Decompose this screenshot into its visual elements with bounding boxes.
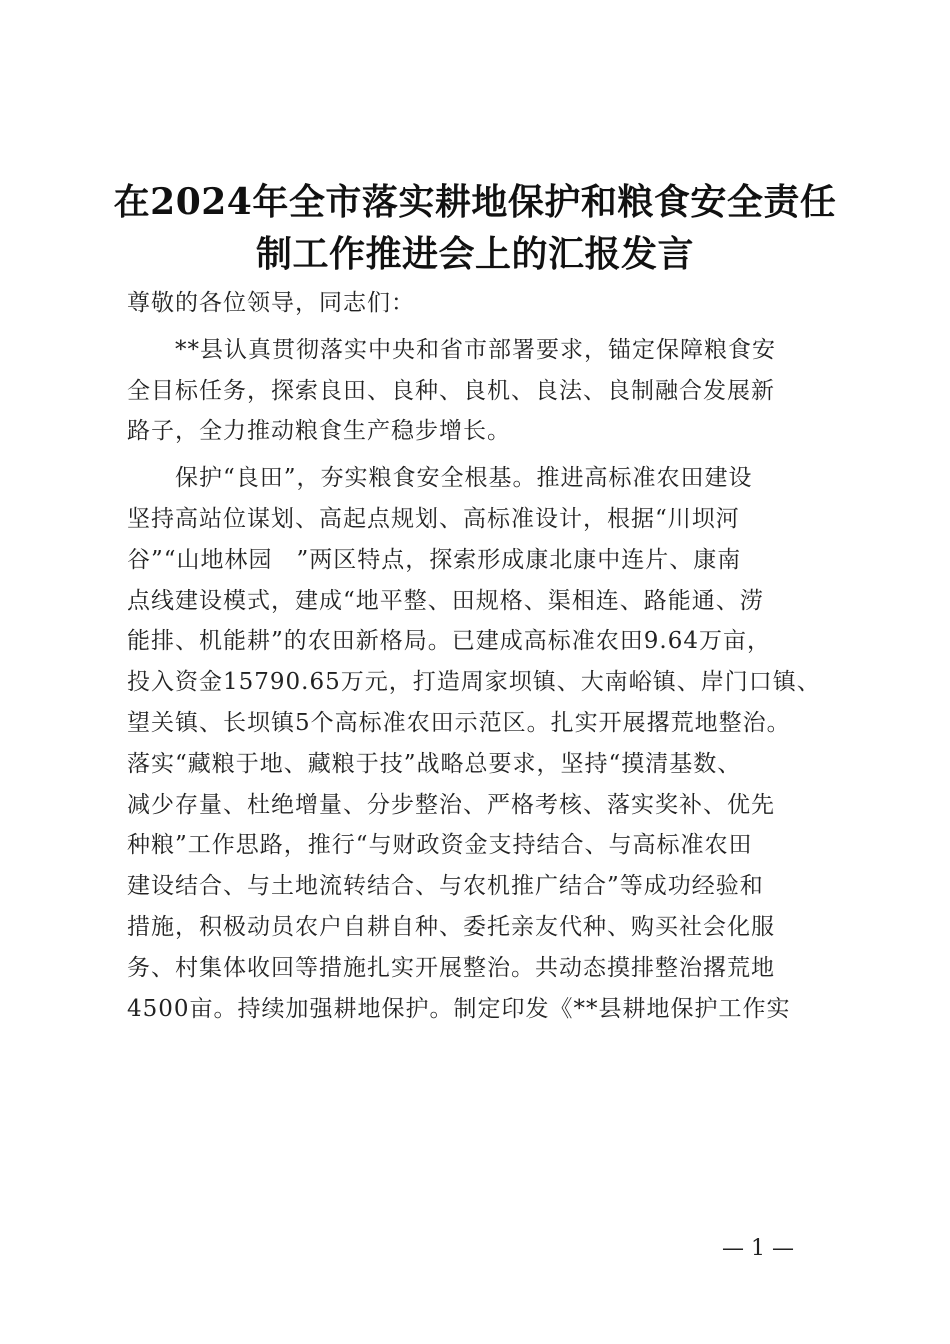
greeting: 尊敬的各位领导，同志们： [127, 290, 415, 316]
text-line: 望关镇、长坝镇5个高标准农田示范区。扎实开展撂荒地整治。 [127, 709, 791, 736]
text-line: 点线建设模式，建成“地平整、田规格、渠相连、路能通、涝 [127, 587, 764, 614]
text-line: 坚持高站位谋划、高起点规划、高标准设计，根据“川坝河 [127, 505, 740, 532]
text-line: 落实“藏粮于地、藏粮于技”战略总要求，坚持“摸清基数、 [127, 750, 742, 777]
text-line: 减少存量、杜绝增量、分步整治、严格考核、落实奖补、优先 [127, 791, 775, 818]
document-title [100, 176, 850, 280]
text-line: 投入资金15790.65万元，打造周家坝镇、大南峪镇、岸门口镇、 [127, 669, 821, 696]
page-number: — 1 — [722, 1236, 794, 1261]
paragraph-intro [127, 330, 867, 452]
text-line: 路子，全力推动粮食生产稳步增长。 [127, 418, 511, 445]
title-line: 制工作推进会上的汇报发言 [255, 233, 694, 275]
text-line: **县认真贯彻落实中央和省市部署要求，锚定保障粮食安 [127, 336, 776, 363]
title-line: 在2024年全市落实耕地保护和粮食安全责任 [113, 181, 837, 223]
text-line: 建设结合、与土地流转结合、与农机推广结合”等成功经验和 [127, 873, 764, 900]
text-line: 措施，积极动员农户自耕自种、委托亲友代种、购买社会化服 [127, 913, 775, 940]
text-line: 4500亩。持续加强耕地保护。制定印发《**县耕地保护工作实 [127, 995, 791, 1022]
text-line: 保护“良田”，夯实粮食安全根基。推进高标准农田建设 [127, 465, 753, 492]
text-line: 能排、机能耕”的农田新格局。已建成高标准农田9.64万亩， [127, 628, 771, 655]
text-line: 全目标任务，探索良田、良种、良机、良法、良制融合发展新 [127, 377, 775, 404]
text-line: 种粮”工作思路，推行“与财政资金支持结合、与高标准农田 [127, 832, 753, 859]
text-line: 务、村集体收回等措施扎实开展整治。共动态摸排整治撂荒地 [127, 954, 775, 981]
document-body [127, 283, 867, 1029]
text-line: 谷”“山地林园 ”两区特点，探索形成康北康中连片、康南 [127, 546, 742, 573]
paragraph-good-farmland [127, 458, 867, 1029]
